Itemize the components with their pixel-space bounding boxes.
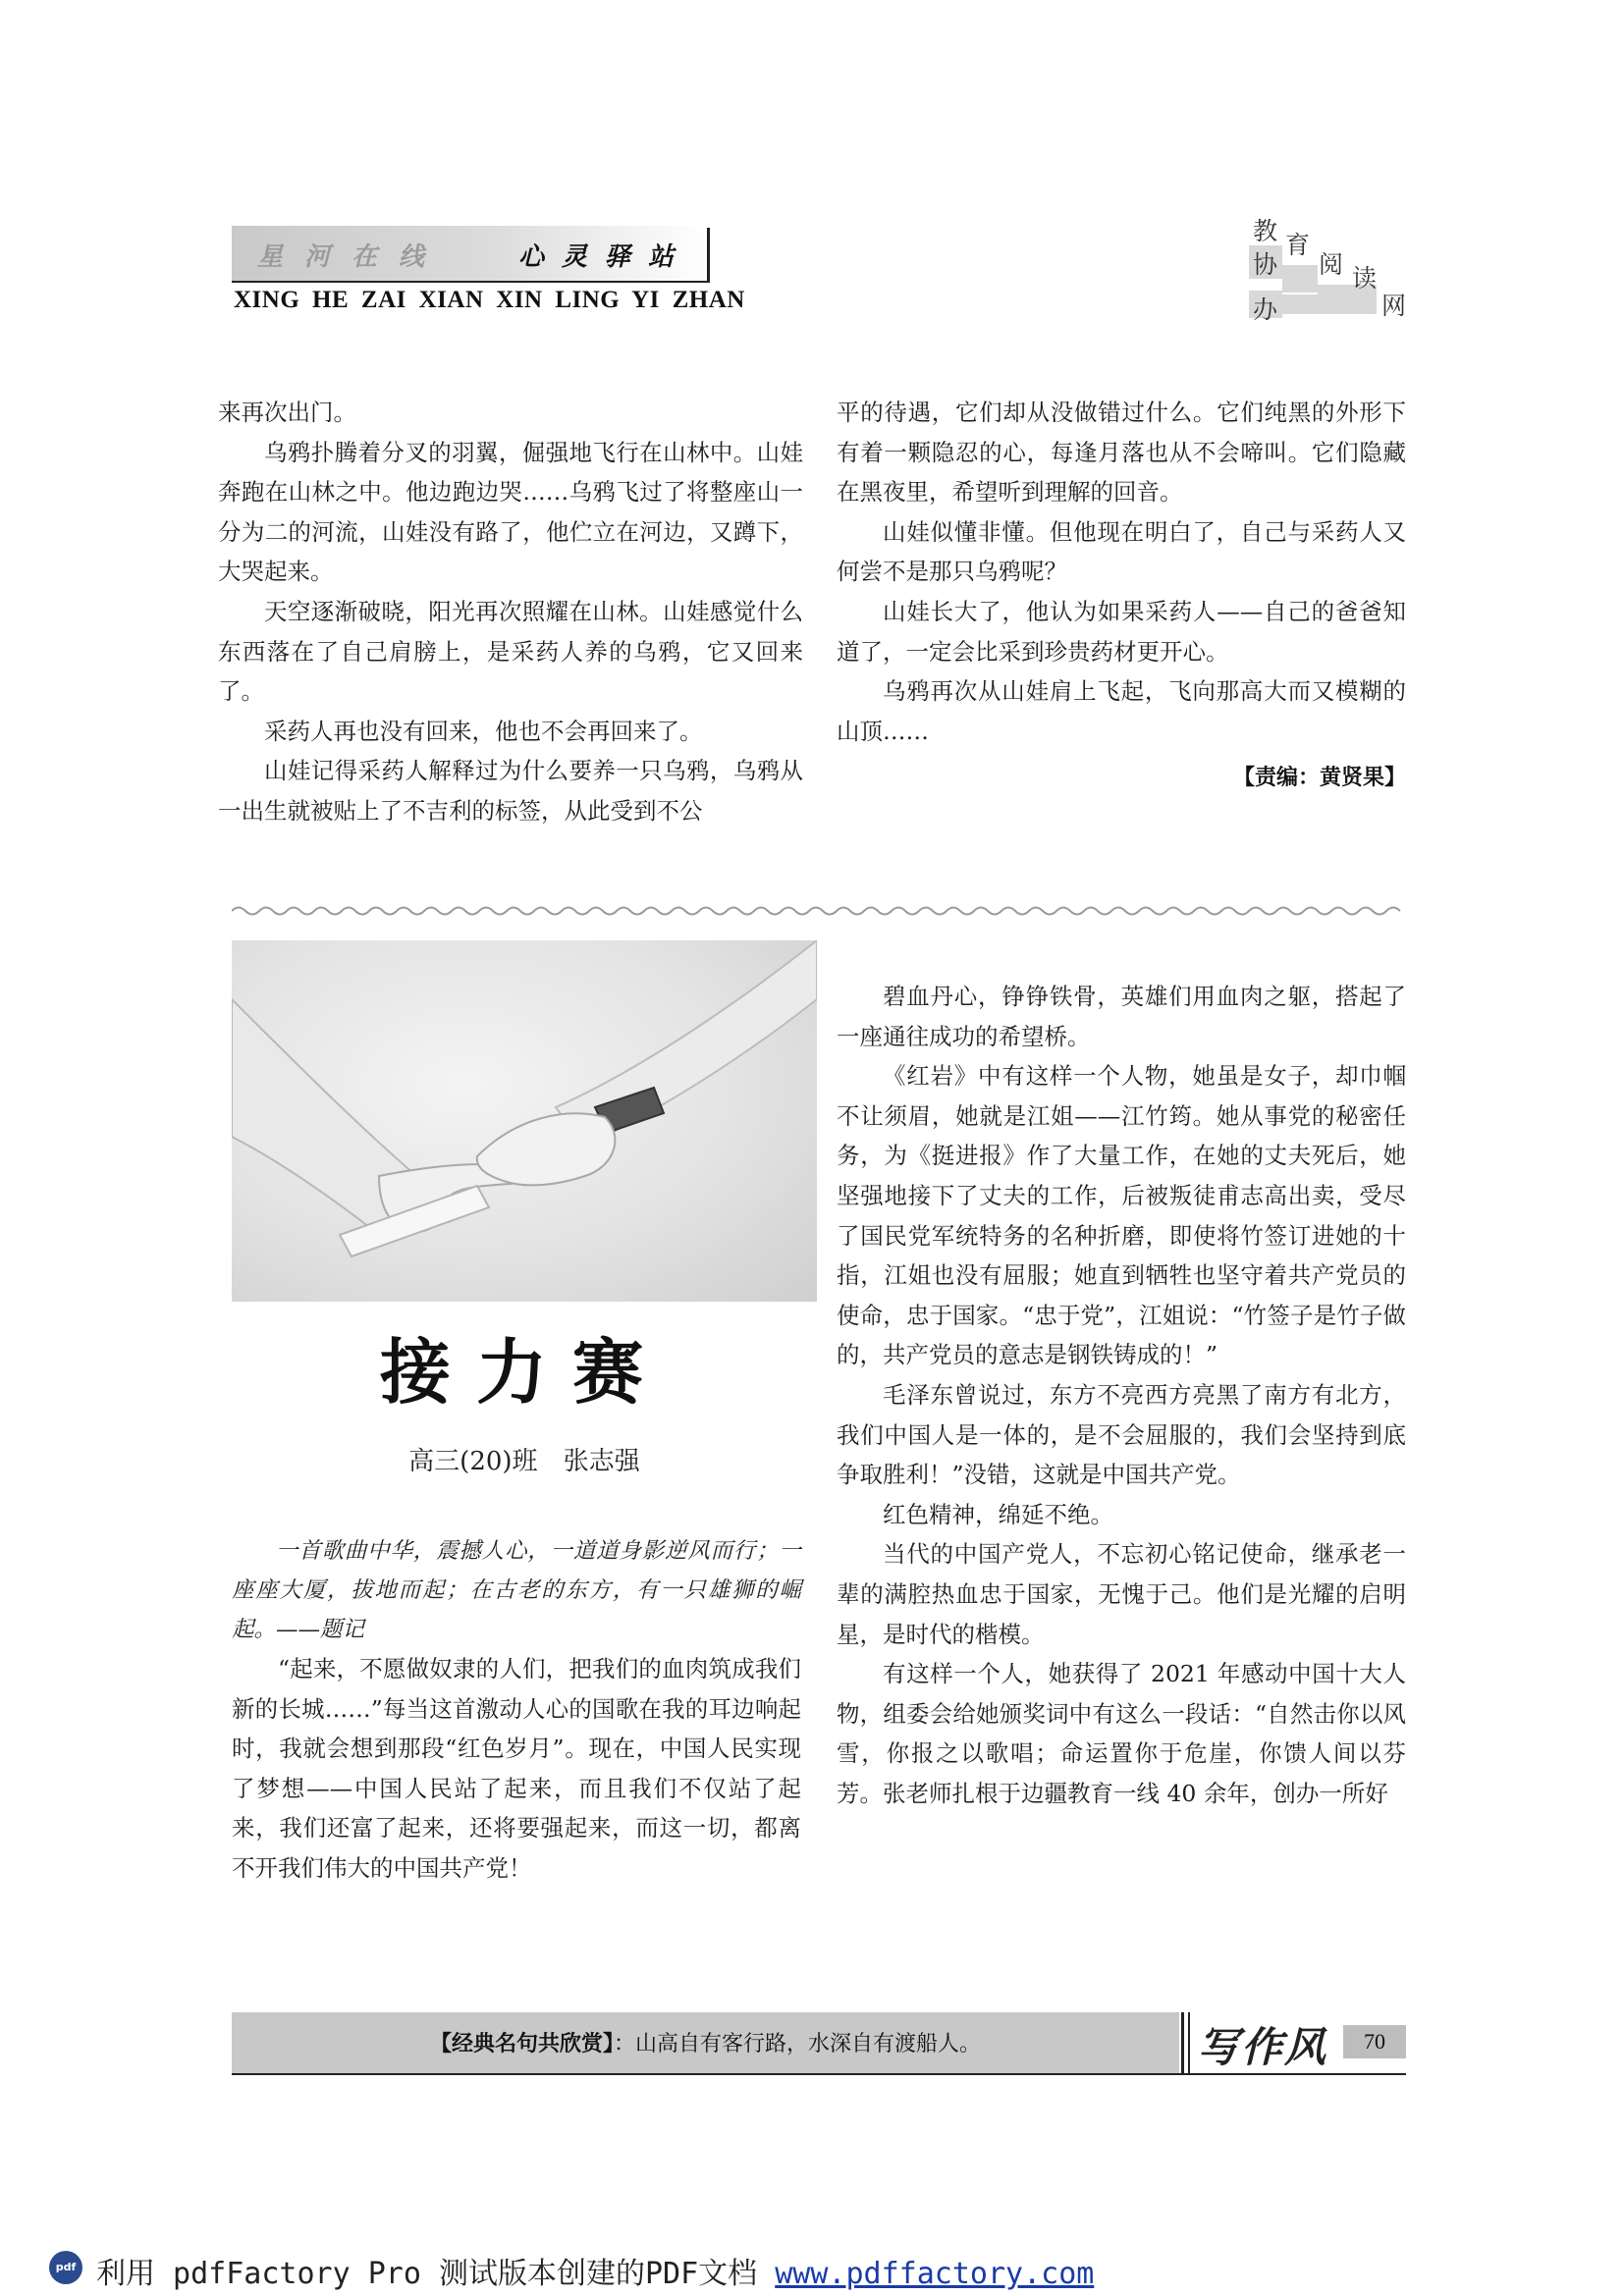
logo-char: 协: [1253, 250, 1278, 279]
story-column-1: [218, 393, 803, 831]
pdf-banner: [96, 2249, 1094, 2292]
footer-label: 【经典名句共欣赏】: [429, 2032, 614, 2056]
epigraph: 一首歌曲中华，震撼人心，一道道身影逆风而行；一座座大厦，拔地而起；在古老的东方，有一只雄狮的崛起。——题记: [232, 1538, 801, 1642]
paragraph: 天空逐渐破晓，阳光再次照耀在山林。山娃感觉什么东西落在了自己肩膀上，是采药人养的乌鸦，它又回来了。: [218, 597, 803, 706]
footer-rule: [1188, 2012, 1190, 2073]
footer-rule: [1181, 2012, 1184, 2073]
paragraph: 采药人再也没有回来，他也不会再回来了。: [264, 717, 703, 745]
article-column-2: [837, 977, 1406, 1813]
logo-shade: [1282, 265, 1318, 293]
pdf-banner-text: 利用 pdfFactory Pro 测试版本创建的PDF文档: [96, 2257, 758, 2291]
section-divider: [232, 904, 1406, 918]
logo-char: 阅: [1319, 250, 1344, 279]
logo-char: 读: [1352, 264, 1378, 293]
paragraph: 山娃长大了，他认为如果采药人——自己的爸爸知道了，一定会比采到珍贵药材更开心。: [837, 597, 1406, 666]
pdffactory-link[interactable]: www.pdffactory.com: [775, 2257, 1095, 2291]
article-title: 接力赛: [379, 1330, 669, 1414]
pdf-icon: pdf: [49, 2251, 82, 2284]
header-pinyin: XING HE ZAI XIAN XIN LING YI ZHAN: [234, 287, 745, 313]
article-author: 高三(20)班 张志强: [408, 1447, 640, 1476]
paragraph: 山娃记得采药人解释过为什么要养一只乌鸦，乌鸦从一出生就被贴上了不吉利的标签，从此受到不公: [218, 757, 803, 825]
editor-credit: 【责编：黄贤果】: [1232, 766, 1406, 791]
paragraph: 《红岩》中有这样一个人物，她虽是女子，却巾帼不让须眉，她就是江姐——江竹筠。她从事党的秘密任务，为《挺进报》作了大量工作，在她的丈夫死后，她坚强地接下了丈夫的工作，后被叛徒甫志高出卖，受尽了国民党军统特务的名种折磨，即使将竹签订进她的十指，江姐也没有屈服；她直到牺牲也坚守着共产党员的使命，忠于国家。“忠于党”，江姐说：“竹签子是竹子做的，共产党员的意志是钢铁铸成的！”: [837, 1062, 1406, 1369]
paragraph: 山娃似懂非懂。但他现在明白了，自己与采药人又何尝不是那只乌鸦呢？: [837, 517, 1406, 586]
paragraph: 乌鸦扑腾着分叉的羽翼，倔强地飞行在山林中。山娃奔跑在山林之中。他边跑边哭……乌鸦飞过了将整座山一分为二的河流，山娃没有路了，他伫立在河边，又蹲下，大哭起来。: [218, 438, 803, 586]
paragraph: “起来，不愿做奴隶的人们，把我们的血肉筑成我们新的长城……”每当这首激动人心的国歌在我的耳边响起时，我就会想到那段“红色岁月”。现在，中国人民实现了梦想——中国人民站了起来，而且我们不仅站了起来，我们还富了起来，还将要强起来，而这一切，都离不开我们伟大的中国共产党！: [232, 1655, 801, 1882]
logo-char: 教: [1253, 217, 1278, 245]
relay-baton-photo: [232, 940, 817, 1302]
page-number: 70: [1343, 2025, 1406, 2058]
logo-char: 网: [1381, 292, 1407, 320]
hands-passing-baton-illustration: [232, 940, 817, 1302]
footer-quote: [232, 2027, 1179, 2057]
footer-hr: [232, 2073, 1406, 2075]
logo-char: 办: [1253, 295, 1278, 324]
paragraph: 有这样一个人，她获得了 2021 年感动中国十大人物，组委会给她颁奖词中有这么一段话：“自然击你以风雪，你报之以歌唱；命运置你于危崖，你馈人间以芬芳。张老师扎根于边疆教育一线 40 余年，创办一所好: [837, 1660, 1406, 1807]
footer-quote-text: ：山高自有客行路，水深自有渡船人。: [614, 2032, 982, 2056]
paragraph: 来再次出门。: [218, 399, 356, 426]
paragraph: 平的待遇，它们却从没做错过什么。它们纯黑的外形下有着一颗隐忍的心，每逢月落也从不会啼叫。它们隐藏在黑夜里，希望听到理解的回音。: [837, 399, 1406, 507]
article-column-1: [232, 1531, 801, 1889]
story-column-2: [837, 393, 1406, 799]
editor-line: [837, 757, 1406, 799]
logo-shade: [1282, 294, 1377, 314]
magazine-logo: 写作风: [1198, 2023, 1328, 2071]
header-rule-vertical: [707, 228, 710, 281]
header-rule-horizontal: [232, 281, 710, 283]
paragraph: 毛泽东曾说过，东方不亮西方亮黑了南方有北方，我们中国人是一体的，是不会屈服的，我们会坚持到底争取胜利！”没错，这就是中国共产党。: [837, 1380, 1406, 1489]
paragraph: 乌鸦再次从山娃肩上飞起，飞向那高大而又模糊的山顶……: [837, 677, 1406, 745]
column-name: 星河在线: [257, 242, 447, 272]
paragraph: 碧血丹心，铮铮铁骨，英雄们用血肉之躯，搭起了一座通往成功的希望桥。: [837, 983, 1406, 1050]
paragraph: 红色精神，绵延不绝。: [883, 1500, 1113, 1528]
section-name: 心灵驿站: [518, 242, 692, 272]
paragraph: 当代的中国产党人，不忘初心铭记使命，继承老一辈的满腔热血忠于国家，无愧于己。他们是光耀的启明星，是时代的楷模。: [837, 1540, 1406, 1648]
logo-char: 育: [1285, 231, 1311, 259]
